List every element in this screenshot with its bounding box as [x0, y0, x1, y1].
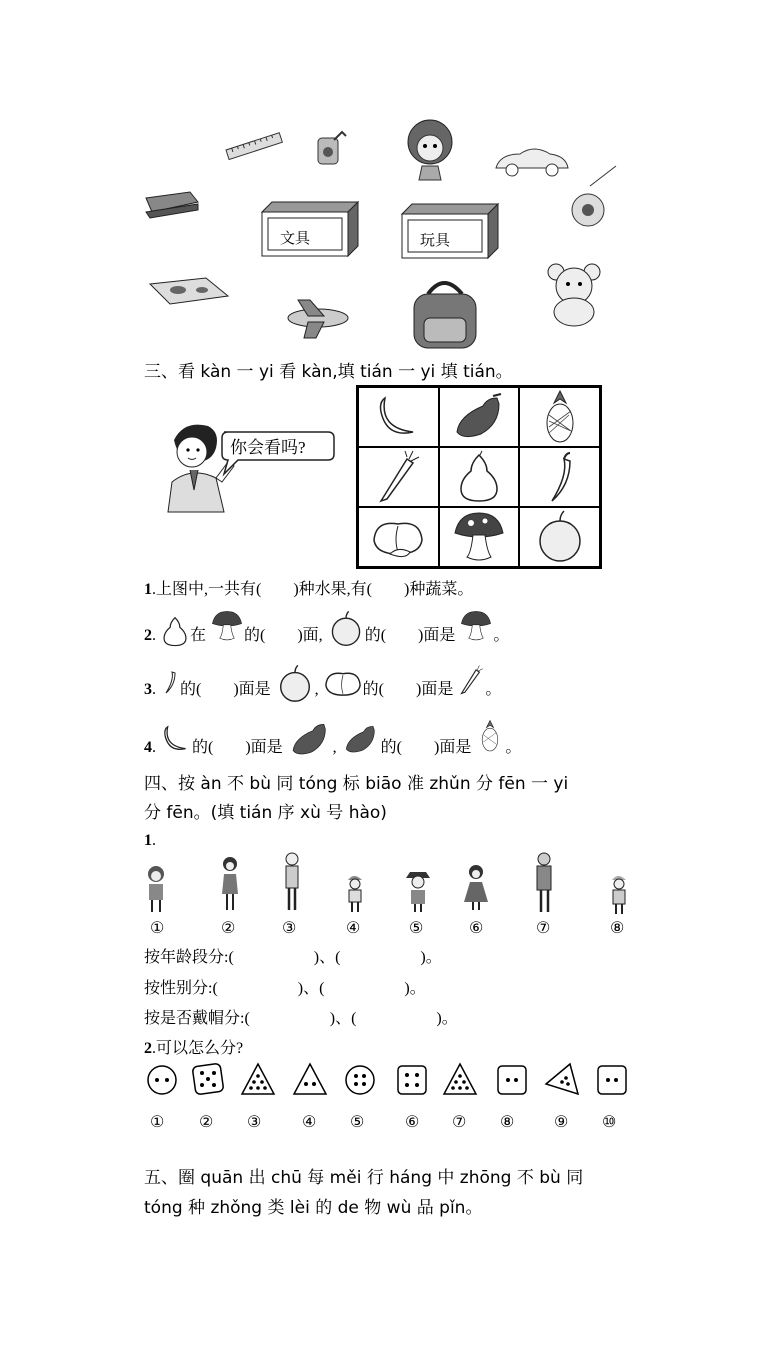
person-girl-hat-icon: [406, 872, 430, 912]
grid-cell-peach: [358, 507, 439, 567]
carrot-icon: [373, 449, 423, 505]
q-text: 。: [505, 739, 522, 756]
people-number-row: [0, 918, 771, 940]
shape-number: ③: [247, 1114, 262, 1131]
s3-question-4: [144, 714, 521, 760]
classify-by-hat: 按是否戴帽分:( )、( )。: [144, 1010, 458, 1027]
circle-2-dots-icon: [148, 1066, 176, 1094]
shape-number: ⑦: [452, 1114, 467, 1131]
person-girl-dress-icon: [464, 865, 488, 910]
grid-cell-eggplant: [439, 387, 520, 447]
section5-heading-line1: 五、圈 quān 出 chū 每 měi 行 háng 中 zhōng 不 bù 同: [144, 1168, 584, 1188]
section3-heading: 三、看 kàn 一 yi 看 kàn,填 tián 一 yi 填 tián。: [144, 362, 513, 382]
person-old-man-icon: [537, 853, 551, 912]
banana-icon: [373, 392, 423, 442]
q-number: 4: [144, 739, 152, 756]
q-text: 的( )面是: [364, 627, 456, 644]
section5-heading-line2: tóng 种 zhǒng 类 lèi 的 de 物 wù 品 pǐn。: [144, 1198, 483, 1218]
pineapple-icon: [535, 389, 585, 445]
person-boy-cap-icon: [348, 876, 362, 912]
stapler-icon: [146, 192, 198, 218]
fruit-vegetable-grid: [356, 385, 602, 569]
q-text: .上图中,一共有( )种水果,有( )种蔬菜。: [152, 581, 474, 598]
shape-number: ⑥: [405, 1114, 420, 1131]
person-number: ④: [346, 920, 361, 937]
apple-icon: [327, 610, 365, 648]
q-text: 的( )面是: [380, 739, 472, 756]
q-text: ,: [332, 739, 337, 756]
banana-icon: [160, 720, 192, 758]
shape-number-row: [0, 1112, 771, 1136]
speech-bubble-text: 你会看吗?: [230, 438, 306, 457]
q-text: 的( )面是: [180, 681, 271, 698]
chili-pepper-icon: [160, 662, 180, 700]
peach-icon: [323, 666, 363, 700]
person-number: ⑦: [536, 920, 551, 937]
q-number: 2: [144, 1040, 152, 1057]
ruler-icon: [226, 133, 282, 160]
q-text: ,: [314, 681, 319, 698]
q-number: 3: [144, 681, 152, 698]
mushroom-icon: [451, 509, 507, 565]
person-boy-small-icon: [612, 876, 626, 914]
shape-number: ⑨: [554, 1114, 569, 1131]
yoyo-icon: [572, 166, 616, 226]
backpack-icon: [414, 283, 476, 348]
pencil-case-icon: [150, 278, 228, 304]
q-text: 的( )面是: [362, 681, 454, 698]
shape-number: ⑤: [350, 1114, 365, 1131]
teddy-bear-icon: [548, 264, 600, 326]
person-number: ⑤: [409, 920, 424, 937]
pear-icon: [160, 614, 190, 648]
q-text: .: [152, 627, 156, 644]
grid-cell-mushroom: [439, 507, 520, 567]
top-illustration: [138, 112, 638, 352]
s3-question-1: [144, 576, 473, 599]
triangle-2-dots-icon: [294, 1064, 326, 1094]
triangle-6-dots-icon: [444, 1064, 476, 1094]
mushroom-icon: [459, 606, 493, 646]
s3-question-2: [144, 606, 509, 650]
eggplant-icon: [449, 392, 509, 442]
circle-4-dots-icon: [346, 1066, 374, 1094]
q-text: 。: [493, 627, 510, 644]
square-2-dots-icon: [598, 1066, 626, 1094]
classify-by-gender: 按性别分:( )、( )。: [144, 980, 426, 997]
q-text: 在: [190, 627, 207, 644]
eggplant-icon: [287, 718, 333, 760]
s4-question-2: [144, 1035, 243, 1058]
mushroom-icon: [210, 606, 244, 646]
triangle-6-dots-icon: [242, 1064, 274, 1094]
q-text: .可以怎么分?: [152, 1040, 244, 1057]
shapes-row: [140, 1062, 640, 1098]
square-2-dots-icon: [498, 1066, 526, 1094]
shape-number: ②: [199, 1114, 214, 1131]
q-text: .: [152, 832, 156, 849]
q-text: 的( )面是: [192, 739, 283, 756]
grid-cell-chili: [519, 447, 600, 507]
grid-cell-carrot: [358, 447, 439, 507]
q-text: .: [152, 739, 156, 756]
people-row: [140, 852, 640, 918]
person-girl-small-icon: [148, 866, 164, 912]
q-number: 1: [144, 832, 152, 849]
grid-cell-apple: [519, 507, 600, 567]
pear-icon: [456, 449, 502, 505]
shape-number: ⑧: [500, 1114, 515, 1131]
s3-question-3: [144, 660, 501, 704]
dice-5-dots-icon: [192, 1063, 224, 1095]
grid-cell-pear: [439, 447, 520, 507]
person-number: ③: [282, 920, 297, 937]
carrot-icon: [457, 660, 485, 700]
q-text: 的( )面,: [244, 627, 323, 644]
stationery-toys-picture: [138, 112, 638, 352]
pineapple-icon: [475, 714, 505, 758]
person-number: ⑧: [610, 920, 625, 937]
shape-number: ①: [150, 1114, 165, 1131]
peach-icon: [370, 514, 426, 560]
eggplant-icon: [341, 718, 381, 760]
toy-airplane-icon: [288, 300, 348, 338]
grid-cell-banana: [358, 387, 439, 447]
q-number: 1: [144, 581, 152, 598]
q-text: .: [152, 681, 156, 698]
chili-pepper-icon: [540, 449, 580, 505]
person-number: ②: [221, 920, 236, 937]
section4-heading-line1: 四、按 àn 不 bù 同 tóng 标 biāo 准 zhǔn 分 fēn 一 yi: [144, 774, 569, 794]
shape-number: ⑩: [602, 1114, 617, 1131]
square-4-dots-icon: [398, 1066, 426, 1094]
toys-box-label: 玩具: [420, 233, 451, 249]
person-woman-icon: [222, 857, 238, 910]
pencil-sharpener-icon: [318, 132, 346, 164]
section4-heading-line2: 分 fēn。(填 tián 序 xù 号 hào): [144, 803, 387, 823]
apple-icon: [532, 509, 588, 565]
s4-question-1-label: [144, 832, 156, 850]
q-text: 。: [485, 681, 502, 698]
stationery-box-label: 文具: [280, 231, 311, 247]
triangle-3-dots-icon: [546, 1064, 578, 1094]
apple-icon: [275, 664, 315, 704]
toy-car-icon: [496, 149, 568, 176]
shape-number: ④: [302, 1114, 317, 1131]
doll-icon: [408, 120, 452, 180]
person-man-icon: [286, 853, 298, 910]
grid-cell-pineapple: [519, 387, 600, 447]
q-number: 2: [144, 627, 152, 644]
person-number: ⑥: [469, 920, 484, 937]
classify-by-age: 按年龄段分:( )、( )。: [144, 949, 442, 966]
person-number: ①: [150, 920, 165, 937]
